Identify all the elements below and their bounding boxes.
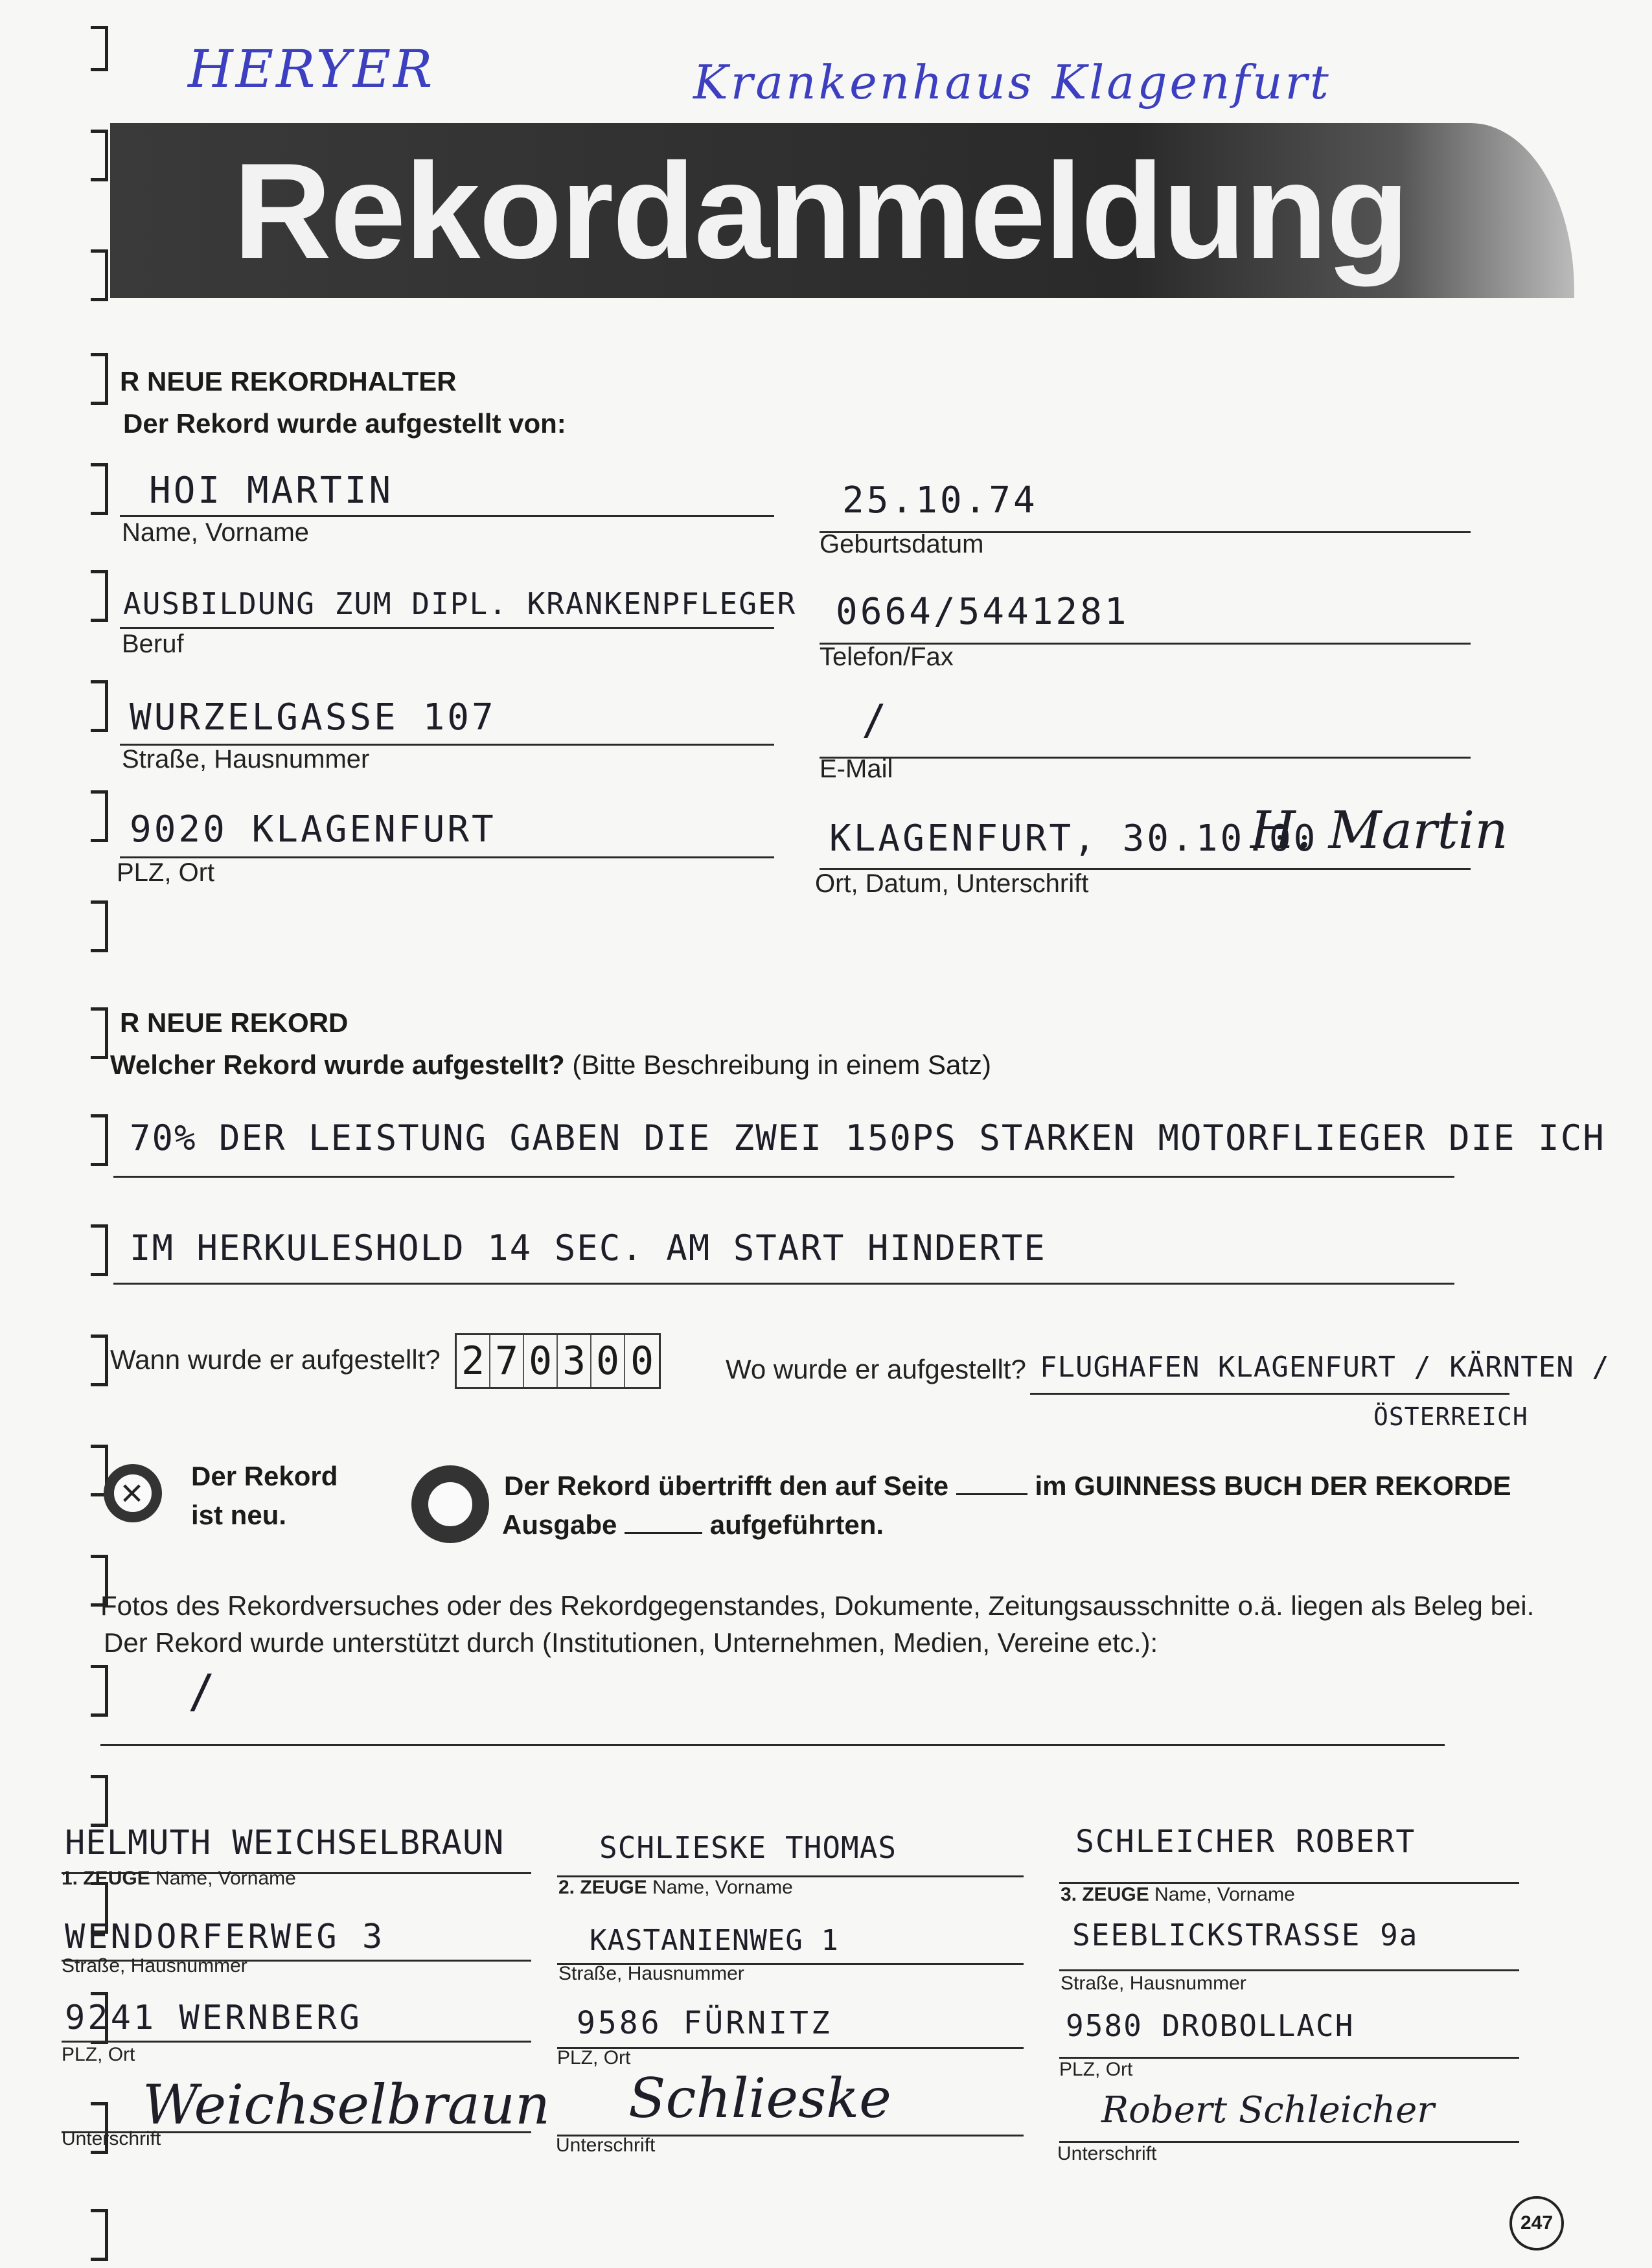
witness3-city: 9580 DROBOLLACH [1066, 2008, 1355, 2043]
binder-bracket [91, 680, 108, 732]
binder-bracket [91, 790, 108, 842]
binder-bracket [91, 900, 108, 952]
email-value: / [862, 696, 889, 744]
binder-bracket [91, 570, 108, 622]
witness3-signature-label: Unterschrift [1057, 2143, 1157, 2164]
page-number: 247 [1509, 2196, 1564, 2251]
phone-value: 0664/5441281 [836, 591, 1129, 633]
witness2-street-label: Straße, Hausnummer [558, 1963, 744, 1984]
city-label: PLZ, Ort [117, 858, 215, 887]
binder-bracket [91, 1665, 108, 1717]
beats-part3: Ausgabe [502, 1509, 617, 1540]
city-line [120, 856, 774, 858]
email-line [820, 757, 1471, 759]
record-answer-line2: IM HERKULESHOLD 14 SEC. AM START HINDERTE [130, 1228, 1046, 1268]
when-date-boxes [455, 1333, 661, 1389]
binder-bracket [91, 249, 108, 301]
binder-bracket [91, 1114, 108, 1166]
beats-edition-blank[interactable] [625, 1532, 702, 1534]
where-value-line1: FLUGHAFEN KLAGENFURT / KÄRNTEN / [1040, 1351, 1610, 1384]
witness1-city-line [62, 2041, 531, 2043]
where-line [1030, 1393, 1509, 1395]
witness2-signature: Schlieske [628, 2067, 891, 2130]
profession-value: AUSBILDUNG ZUM DIPL. KRANKENPFLEGER [123, 586, 797, 621]
witness1-street: WENDORFERWEG 3 [65, 1918, 385, 1956]
record-heading: R NEUE REKORD [120, 1007, 349, 1038]
witness3-street-line [1059, 1969, 1519, 1971]
witness3-name: SCHLEICHER ROBERT [1075, 1824, 1416, 1860]
holder-signature: H. Martin [1250, 800, 1508, 860]
record-answer-line1-rule [113, 1176, 1454, 1178]
witness1-street-label: Straße, Hausnummer [62, 1955, 247, 1976]
binder-bracket [91, 1334, 108, 1386]
beats-page-blank[interactable] [956, 1493, 1027, 1495]
witness1-label-name: Name, Vorname [155, 1868, 296, 1889]
record-question-text: Welcher Rekord wurde aufgestellt? [110, 1049, 565, 1080]
witness1-city-label: PLZ, Ort [62, 2044, 135, 2065]
phone-label: Telefon/Fax [820, 643, 954, 671]
witness2-label-name: Name, Vorname [652, 1877, 793, 1898]
beats-part1: Der Rekord übertrifft den auf Seite [504, 1471, 949, 1501]
birthdate-label: Geburtsdatum [820, 530, 984, 558]
page-title: Rekordanmeldung [233, 135, 1408, 287]
witness3-name-label [1061, 1884, 1295, 1906]
proof-line [100, 1744, 1445, 1746]
when-date-digit: 0 [524, 1335, 558, 1387]
binder-bracket [91, 1007, 108, 1059]
name-label: Name, Vorname [122, 518, 310, 547]
when-label: Wann wurde er aufgestellt? [110, 1344, 441, 1375]
witness2-name-label [558, 1877, 793, 1899]
street-value: WURZELGASSE 107 [130, 696, 496, 739]
record-answer-line1: 70% DER LEISTUNG GABEN DIE ZWEI 150PS STARKEN MOTORFLIEGER DIE ICH [130, 1117, 1605, 1158]
record-question-hint: (Bitte Beschreibung in einem Satz) [572, 1049, 992, 1080]
witness1-num: 1. ZEUGE [62, 1868, 150, 1889]
binder-bracket [91, 130, 108, 181]
witness1-name-label [62, 1868, 296, 1890]
beats-part2: im GUINNESS BUCH DER REKORDE [1035, 1471, 1511, 1501]
witness3-signature: Robert Schleicher [1101, 2089, 1435, 2131]
witness1-name: HELMUTH WEICHSELBRAUN [65, 1824, 505, 1862]
proof-line1: Fotos des Rekordversuches oder des Rekordgegenstandes, Dokumente, Zeitungsausschnitte o.ä. liegen als Beleg bei. [100, 1590, 1535, 1621]
witness3-city-label: PLZ, Ort [1059, 2059, 1133, 2080]
check-x-icon: × [120, 1471, 144, 1515]
record-beats-line1 [504, 1471, 1511, 1502]
record-answer-line2-rule [113, 1283, 1454, 1285]
record-beats-radio[interactable] [411, 1465, 489, 1543]
when-date-digit: 2 [457, 1335, 490, 1387]
binder-bracket [91, 2209, 108, 2261]
witness2-city: 9586 FÜRNITZ [577, 2005, 832, 2041]
witness2-signature-label: Unterschrift [556, 2135, 656, 2156]
holder-subheading: Der Rekord wurde aufgestellt von: [123, 408, 566, 439]
record-new-radio[interactable] [104, 1464, 162, 1522]
record-new-line2: ist neu. [191, 1500, 287, 1530]
place-date-value: KLAGENFURT, 30.10.00 [829, 818, 1318, 860]
place-date-label: Ort, Datum, Unterschrift [815, 869, 1089, 898]
name-line [120, 515, 774, 517]
binder-bracket [91, 1224, 108, 1276]
where-value-line2: ÖSTERREICH [1373, 1403, 1528, 1431]
profession-line [120, 627, 774, 629]
proof-value: / [188, 1665, 218, 1718]
witness2-num: 2. ZEUGE [558, 1877, 647, 1898]
witness3-label-name: Name, Vorname [1154, 1884, 1295, 1905]
holder-heading: R NEUE REKORDHALTER [120, 366, 457, 396]
when-date-digit: 3 [558, 1335, 591, 1387]
beats-part4: aufgeführten. [709, 1509, 884, 1540]
witness2-city-label: PLZ, Ort [557, 2047, 631, 2068]
street-label: Straße, Hausnummer [122, 745, 370, 773]
binder-bracket [91, 1775, 108, 1827]
witness1-signature-label: Unterschrift [62, 2128, 161, 2149]
top-scribble-left: HERYER [188, 39, 435, 99]
binder-bracket [91, 353, 108, 405]
name-value: HOI MARTIN [149, 470, 394, 512]
profession-label: Beruf [122, 630, 184, 658]
proof-line2: Der Rekord wurde unterstützt durch (Institutionen, Unternehmen, Medien, Vereine etc.): [104, 1627, 1158, 1658]
record-question [110, 1049, 991, 1081]
record-beats-line2 [502, 1509, 884, 1541]
witness2-street: KASTANIENWEG 1 [590, 1924, 839, 1957]
birthdate-value: 25.10.74 [842, 479, 1038, 521]
email-label: E-Mail [820, 755, 893, 783]
witness3-street-label: Straße, Hausnummer [1061, 1973, 1246, 1994]
witness1-city: 9241 WERNBERG [65, 1999, 362, 2037]
binder-bracket [91, 26, 108, 71]
witness1-signature: Weichselbraun [143, 2073, 551, 2136]
when-date-digit: 0 [630, 1338, 654, 1384]
witness2-name: SCHLIESKE THOMAS [599, 1830, 897, 1865]
where-label: Wo wurde er aufgestellt? [726, 1354, 1026, 1384]
record-new-line1: Der Rekord [191, 1461, 338, 1491]
city-value: 9020 KLAGENFURT [130, 808, 496, 851]
when-date-digit: 7 [490, 1335, 524, 1387]
binder-bracket [91, 463, 108, 515]
witness3-street: SEEBLICKSTRASSE 9a [1072, 1918, 1419, 1953]
witness3-num: 3. ZEUGE [1061, 1884, 1149, 1905]
top-scribble-center: Krankenhaus Klagenfurt [693, 55, 1331, 109]
when-date-digit: 0 [591, 1335, 625, 1387]
